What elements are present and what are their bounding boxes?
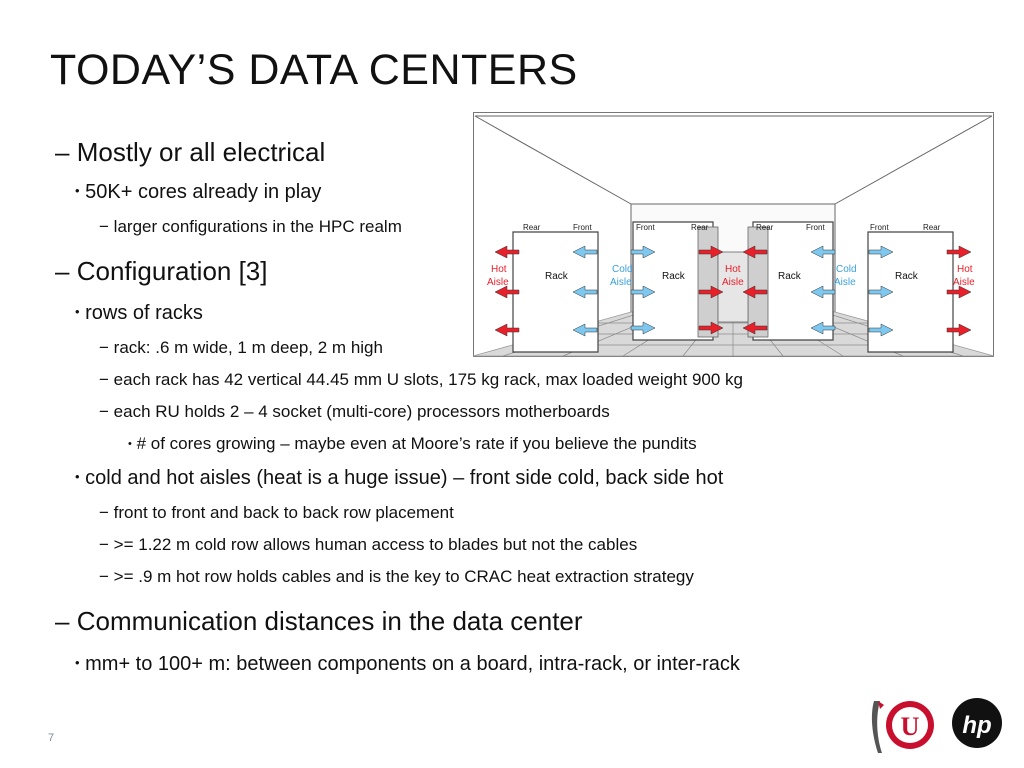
bullet-marker: − xyxy=(99,217,109,236)
bullet-marker: − xyxy=(99,370,109,389)
university-of-utah-logo xyxy=(872,701,934,753)
bullet-l4 xyxy=(128,434,697,454)
svg-text:hp: hp xyxy=(962,712,992,739)
cold-aisle-label: Aisle xyxy=(610,277,632,288)
data-center-aisle-diagram xyxy=(473,112,994,357)
bullet-text: mm+ to 100+ m: between components on a board, intra-rack, or inter-rack xyxy=(85,653,740,675)
front-label: Front xyxy=(806,223,825,232)
hot-aisle-label: Hot xyxy=(491,264,507,275)
bullet-l3 xyxy=(99,503,454,523)
bullet-marker: • xyxy=(75,183,80,198)
bullet-l2 xyxy=(75,653,740,676)
rack-label: Rack xyxy=(778,271,801,282)
bullet-l3 xyxy=(99,338,383,358)
bullet-marker: – xyxy=(55,137,70,167)
bullet-text: cold and hot aisles (heat is a huge issue) – front side cold, back side hot xyxy=(85,467,724,489)
bullet-text: >= .9 m hot row holds cables and is the key to CRAC heat extraction strategy xyxy=(113,567,694,586)
cold-aisle-label: Cold xyxy=(612,264,633,275)
bullet-l3 xyxy=(99,567,694,587)
bullet-text: Mostly or all electrical xyxy=(76,137,326,167)
page-number: 7 xyxy=(48,732,55,744)
bullet-marker: • xyxy=(128,438,132,450)
bullet-text: 50K+ cores already in play xyxy=(85,181,322,203)
bullet-text: rows of racks xyxy=(85,302,203,324)
hot-aisle-label: Aisle xyxy=(722,277,744,288)
front-label: Front xyxy=(870,223,889,232)
cold-aisle-label: Aisle xyxy=(834,277,856,288)
hot-aisle-label: Aisle xyxy=(953,277,975,288)
bullet-marker: − xyxy=(99,567,109,586)
bullet-l1 xyxy=(55,606,583,637)
bullet-marker: − xyxy=(99,503,109,522)
slide-title: TODAY’S DATA CENTERS xyxy=(50,46,578,94)
bullet-text: front to front and back to back row placement xyxy=(113,503,454,522)
bullet-text: each rack has 42 vertical 44.45 mm U slots, 175 kg rack, max loaded weight 900 kg xyxy=(113,370,743,389)
rack-label: Rack xyxy=(545,271,568,282)
cold-aisle-label: Cold xyxy=(836,264,857,275)
bullet-text: # of cores growing – maybe even at Moore’s rate if you believe the pundits xyxy=(136,434,697,453)
bullet-marker: • xyxy=(75,304,80,319)
bullet-l2 xyxy=(75,181,321,204)
rear-label: Rear xyxy=(756,223,774,232)
bullet-l2 xyxy=(75,302,203,325)
bullet-marker: • xyxy=(75,469,80,484)
bullet-l3 xyxy=(99,535,637,555)
front-label: Front xyxy=(573,223,592,232)
rear-label: Rear xyxy=(691,223,709,232)
bullet-marker: • xyxy=(75,655,80,670)
bullet-text: rack: .6 m wide, 1 m deep, 2 m high xyxy=(113,338,383,357)
bullet-l3 xyxy=(99,217,402,237)
bullet-l1 xyxy=(55,137,325,168)
bullet-marker: − xyxy=(99,535,109,554)
hot-aisle-label: Hot xyxy=(957,264,973,275)
bullet-text: each RU holds 2 – 4 socket (multi-core) processors motherboards xyxy=(113,402,610,421)
rear-label: Rear xyxy=(923,223,941,232)
bullet-marker: – xyxy=(55,256,70,286)
rear-label: Rear xyxy=(523,223,541,232)
bullet-marker: − xyxy=(99,338,109,357)
footer-logos xyxy=(864,695,1014,757)
bullet-text: Communication distances in the data center xyxy=(76,606,583,636)
bullet-l3 xyxy=(99,402,610,422)
bullet-l3 xyxy=(99,370,743,390)
bullet-l1 xyxy=(55,256,268,287)
hp-logo xyxy=(952,698,1002,748)
bullet-marker: – xyxy=(55,606,70,636)
hot-aisle-label: Aisle xyxy=(487,277,509,288)
hot-aisle-label: Hot xyxy=(725,264,741,275)
front-label: Front xyxy=(636,223,655,232)
bullet-marker: − xyxy=(99,402,109,421)
bullet-text: >= 1.22 m cold row allows human access to blades but not the cables xyxy=(113,535,638,554)
bullet-text: Configuration [3] xyxy=(76,256,268,286)
rack-label: Rack xyxy=(662,271,685,282)
bullet-l2 xyxy=(75,467,723,490)
rack-label: Rack xyxy=(895,271,918,282)
bullet-text: larger configurations in the HPC realm xyxy=(113,217,402,236)
svg-text:U: U xyxy=(900,712,920,741)
